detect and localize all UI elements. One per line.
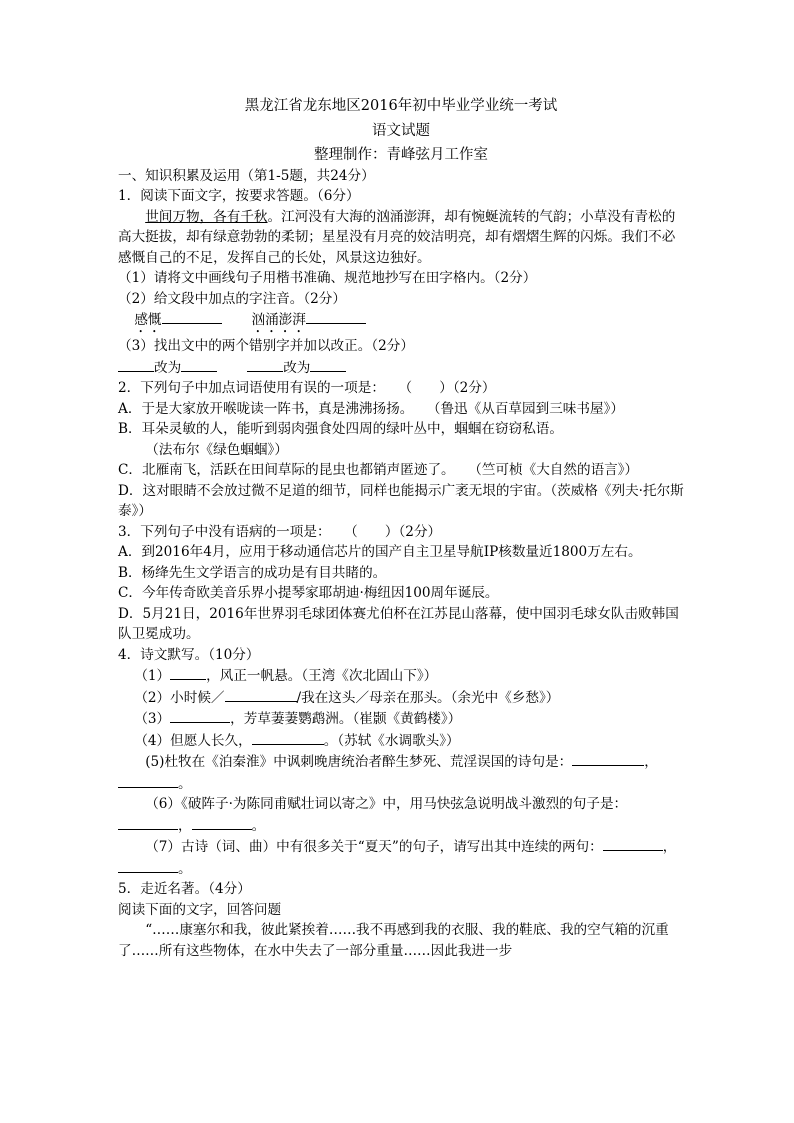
q4-blank7b[interactable] xyxy=(118,858,178,873)
q1-wrong1-blank[interactable] xyxy=(118,357,154,372)
q4-line6: （6）《破阵子·为陈同甫赋壮词以寄之》中，用马快弦急说明战斗激烈的句子是：， 。 xyxy=(118,794,684,836)
q5-instruction: 阅读下面的文字，回答问题 xyxy=(118,901,282,918)
q4-blank2[interactable] xyxy=(225,687,297,702)
exam-subtitle: 语文试题 xyxy=(372,122,430,139)
q1-sub2: （2）给文段中加点的字注音。（2分） xyxy=(118,290,346,307)
q4-blank7a[interactable] xyxy=(603,836,663,851)
q1-sub3: （3）找出文中的两个错别字并加以改正。（2分） xyxy=(118,338,414,354)
q4-line2: （2）小时候／ /我在这头／母亲在那头。（余光中《乡愁》） xyxy=(118,687,684,709)
q1-pinyin-row xyxy=(118,309,684,336)
q3-stem: 3．下列句子中没有语病的一项是： （ ）（2分） xyxy=(118,523,442,540)
q1-word1: 感慨 xyxy=(134,312,162,328)
q3-option-a: A．到2016年4月，应用于移动通信芯片的国产自主卫星导航IP核数量近1800万左右。 xyxy=(118,544,642,560)
q2-option-b: B．耳朵灵敏的人，能听到弱肉强食处四周的绿叶丛中，蝈蝈在窃窃私语。 xyxy=(118,421,563,437)
q4-line1: （1） ，风正一帆悬。（王湾《次北固山下》） xyxy=(118,665,684,687)
q4-line3: （3） ，芳草萋萋鹦鹉洲。（崔颢《黄鹤楼》） xyxy=(118,708,684,730)
exam-title: 黑龙江省龙东地区2016年初中毕业学业统一考试 xyxy=(244,98,558,114)
q4-blank5b[interactable] xyxy=(118,773,178,788)
q4-line4: （4）但愿人长久， 。（苏轼《水调歌头》） xyxy=(118,730,684,752)
q4-blank3[interactable] xyxy=(170,708,230,723)
q3-option-b: B．杨绛先生文学语言的成功是有目共睹的。 xyxy=(118,564,387,581)
q1-word2: 汹涌澎湃 xyxy=(251,312,306,328)
q2-option-a: A．于是大家放开喉咙读一阵书，真是沸沸扬扬。 （鲁迅《从百草园到三味书屋》） xyxy=(118,400,624,417)
q1-correction-row xyxy=(118,357,684,379)
section-heading: 一、知识积累及运用（第1-5题，共24分） xyxy=(118,167,375,184)
q1-sub1: （1）请将文中画线句子用楷书准确、规范地抄写在田字格内。（2分） xyxy=(118,270,537,286)
q3-option-d: D．5月21日，2016年世界羽毛球团体赛尤伯杯在江苏昆山落幕，使中国羽毛球女队击败韩国队卫冕成功。 xyxy=(118,605,679,642)
q4-stem: 4．诗文默写。（10分） xyxy=(118,646,260,663)
q1-passage-text: 。江河没有大海的汹涌澎湃，却有惋蜒流转的气韵；小草没有青松的高大挺拔，却有绿意勃勃的柔韧；星星没有月亮的姣洁明亮，却有熠熠生辉的闪烁。我们不必感慨自己的不足，发挥自己的长处，风景这边独好。 xyxy=(118,208,676,266)
q2-stem: 2．下列句子中加点词语使用有误的一项是： （ ）（2分） xyxy=(118,380,496,396)
q1-passage xyxy=(118,207,684,269)
q1-stem: 1．阅读下面文字，按要求答题。（6分） xyxy=(118,188,360,204)
q5-stem: 5．走近名著。（4分） xyxy=(118,881,251,897)
q2-option-d: D．这对眼睛不会放过微不足道的细节，同样也能揭示广袤无垠的宇宙。（茨威格《列夫·托尔斯泰》） xyxy=(118,482,684,519)
q2-option-b-source: （法布尔《绿色蝈蝈》） xyxy=(145,441,288,458)
q4-blank6b[interactable] xyxy=(192,815,252,830)
q4-blank4[interactable] xyxy=(252,730,324,745)
q1-right1-blank[interactable] xyxy=(181,357,217,372)
q1-blank2[interactable] xyxy=(306,309,366,324)
exam-page xyxy=(118,92,684,961)
q4-line7: （7）古诗（词、曲）中有很多关于“夏天”的句子，请写出其中连续的两句： ，。 xyxy=(118,836,684,879)
q4-blank6a[interactable] xyxy=(118,815,178,830)
q1-blank1[interactable] xyxy=(162,309,222,324)
q2-option-c: C．北雁南飞，活跃在田间草际的昆虫也都销声匿迹了。 （竺可桢《大自然的语言》） xyxy=(118,462,639,478)
exam-maker: 整理制作：青峰弦月工作室 xyxy=(314,147,488,163)
q1-change-to-2: 改为 xyxy=(283,359,311,376)
q4-line5: (5)杜牧在《泊秦淮》中讽刺晚唐统治者醉生梦死、荒淫误国的诗句是： ，。 xyxy=(118,751,684,794)
q1-underlined-sentence: 世间万物，各有千秋 xyxy=(145,208,268,225)
q1-wrong2-blank[interactable] xyxy=(247,357,283,372)
q5-passage: “……康塞尔和我，彼此紧挨着……我不再感到我的衣服、我的鞋底、我的空气箱的沉重了……所有这些物体，在水中失去了一部分重量……因此我进一步 xyxy=(118,922,669,959)
q4-blank5a[interactable] xyxy=(572,751,644,766)
q1-right2-blank[interactable] xyxy=(310,357,346,372)
q1-change-to-1: 改为 xyxy=(154,359,182,376)
q3-option-c: C．今年传奇欧美音乐界小提琴家耶胡迪·梅纽因100周年诞辰。 xyxy=(118,585,499,601)
q4-blank1[interactable] xyxy=(170,665,206,680)
